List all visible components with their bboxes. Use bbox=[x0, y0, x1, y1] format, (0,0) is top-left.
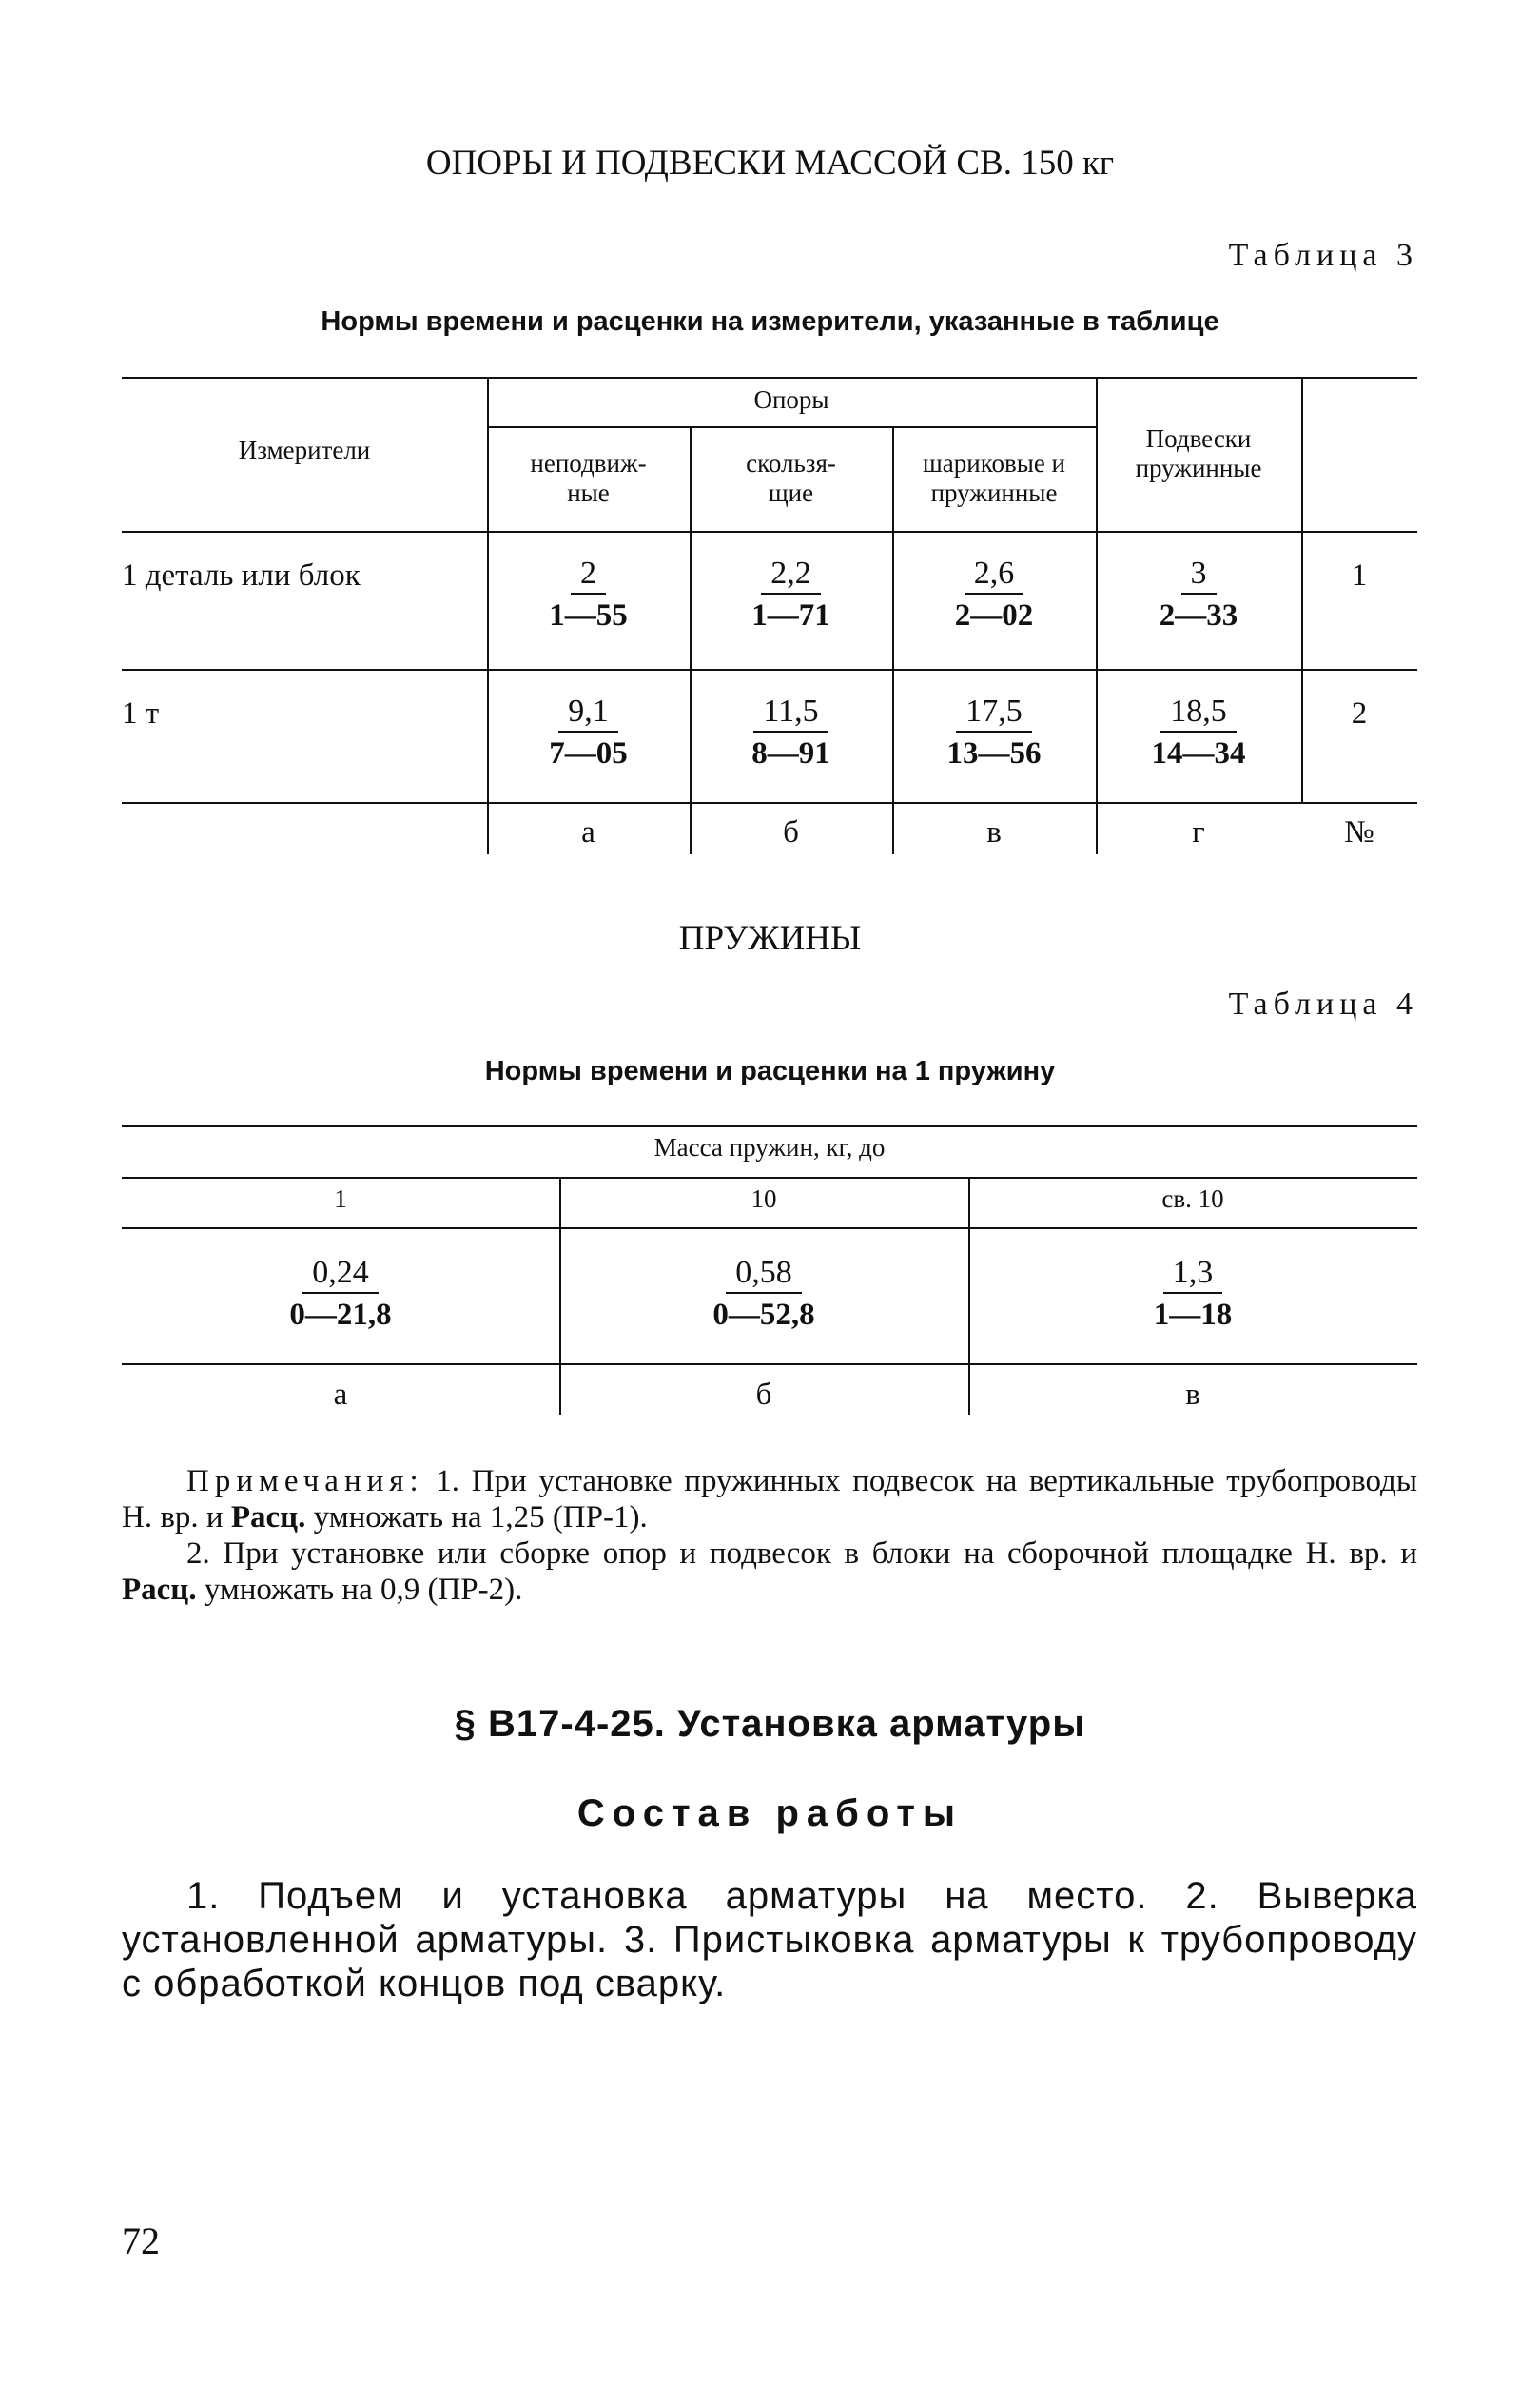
table4-col-header: св. 10 bbox=[1161, 1184, 1224, 1213]
norm-time: 0,24 bbox=[302, 1254, 379, 1294]
table3-cell bbox=[892, 555, 1096, 636]
rate: 2—33 bbox=[1159, 598, 1238, 633]
table4-caption: Нормы времени и расценки на 1 пружину bbox=[484, 1056, 1056, 1086]
work-text: 1. Подъем и установка арматуры на место. 2. Выверка установленной арматуры. 3. Пристыковка арматуры к трубопроводу с обработкой концов под сварку. bbox=[122, 1875, 1417, 2004]
table3-row-number: 1 bbox=[1351, 558, 1368, 593]
table3-header-hangers: Подвески пружинные bbox=[1135, 424, 1262, 482]
table3-rule-top bbox=[122, 377, 1417, 379]
table3-header-fixed: неподвиж- ные bbox=[530, 449, 647, 507]
norm-time: 11,5 bbox=[753, 693, 828, 733]
rate: 2—02 bbox=[954, 598, 1034, 633]
table3-header-measure: Измерители bbox=[238, 436, 371, 464]
norm-time: 18,5 bbox=[1160, 693, 1237, 733]
table3-row-number: 2 bbox=[1351, 696, 1368, 731]
rate: 8—91 bbox=[751, 736, 830, 771]
table4-col-header: 1 bbox=[334, 1184, 347, 1213]
table3-cell bbox=[690, 693, 892, 774]
norm-time: 17,5 bbox=[956, 693, 1032, 733]
norm-time: 0,58 bbox=[726, 1254, 802, 1294]
table4-rule bbox=[122, 1227, 1417, 1229]
section-heading: ОПОРЫ И ПОДВЕСКИ МАССОЙ СВ. 150 кг bbox=[425, 144, 1115, 183]
table3-cell bbox=[1096, 693, 1301, 774]
rate: 0—52,8 bbox=[712, 1298, 815, 1332]
table4-rule-top bbox=[122, 1125, 1417, 1127]
table3-cell bbox=[1096, 555, 1301, 636]
page-number: 72 bbox=[122, 2219, 160, 2262]
table3-label: Таблица 3 bbox=[1228, 238, 1418, 273]
table3-cell bbox=[487, 693, 690, 774]
table4-col-header: 10 bbox=[751, 1184, 777, 1213]
note-1: Примечания: 1. При установке пружинных подвесок на вертикальные трубопроводы Н. вр. и Расц. умножать на 1,25 (ПР-1). bbox=[122, 1464, 1417, 1535]
table4-cell bbox=[968, 1254, 1417, 1336]
rate: 13—56 bbox=[946, 736, 1042, 771]
rate: 1—55 bbox=[549, 598, 628, 633]
table3-col-letter: б bbox=[783, 815, 799, 850]
norm-time: 2 bbox=[571, 555, 606, 595]
table4-cell bbox=[122, 1254, 559, 1336]
rate: 1—18 bbox=[1153, 1298, 1233, 1332]
paragraph-heading: § В17-4-25. Установка арматуры bbox=[454, 1703, 1086, 1745]
table4-col-letter: в bbox=[1185, 1378, 1200, 1412]
table4-rule bbox=[122, 1177, 1417, 1179]
table3-cell bbox=[690, 555, 892, 636]
norm-time: 2,2 bbox=[761, 555, 821, 595]
norm-time: 2,6 bbox=[965, 555, 1024, 595]
table4-rule bbox=[122, 1363, 1417, 1365]
rate: 7—05 bbox=[549, 736, 628, 771]
notes bbox=[122, 1463, 1417, 1608]
table3-cell bbox=[487, 555, 690, 636]
table3-header-supports: Опоры bbox=[753, 385, 829, 414]
rate: 1—71 bbox=[751, 598, 830, 633]
table3-row-label: 1 т bbox=[122, 696, 160, 731]
table3-caption: Нормы времени и расценки на измерители, указанные в таблице bbox=[321, 306, 1219, 337]
table4-col-letter: б bbox=[755, 1378, 772, 1412]
table3-rule-row1 bbox=[122, 669, 1417, 671]
table3-col-letter: а bbox=[581, 815, 595, 850]
table3-col-letter: № bbox=[1344, 815, 1374, 850]
table3-header-ball: шариковые и пружинные bbox=[922, 449, 1066, 507]
note-2: 2. При установке или сборке опор и подвесок в блоки на сборочной площадке Н. вр. и Расц. умножать на 0,9 (ПР-2). bbox=[122, 1536, 1417, 1607]
table4-cell bbox=[559, 1254, 968, 1336]
work-heading: Состав работы bbox=[576, 1792, 964, 1834]
norm-time: 3 bbox=[1181, 555, 1217, 595]
springs-heading: ПРУЖИНЫ bbox=[678, 919, 862, 958]
rate: 0—21,8 bbox=[289, 1298, 392, 1332]
table3-cell bbox=[892, 693, 1096, 774]
norm-time: 1,3 bbox=[1163, 1254, 1223, 1294]
notes-lead: Примечания: bbox=[186, 1464, 424, 1498]
table3-col-letter: г bbox=[1192, 815, 1205, 850]
table3-header-sliding: скользя- щие bbox=[746, 449, 836, 507]
table3-rule-supports bbox=[487, 426, 1096, 428]
table4-header-mass: Масса пружин, кг, до bbox=[653, 1133, 886, 1162]
table3-rule-row2 bbox=[122, 802, 1417, 804]
norm-time: 9,1 bbox=[558, 693, 618, 733]
table4-col-letter: а bbox=[333, 1378, 348, 1412]
rate: 14—34 bbox=[1151, 736, 1246, 771]
table3-rule-header bbox=[122, 531, 1417, 533]
table4-label: Таблица 4 bbox=[1228, 987, 1418, 1022]
table3-col-letter: в bbox=[986, 815, 1002, 850]
table3-row-label: 1 деталь или блок bbox=[122, 558, 361, 593]
